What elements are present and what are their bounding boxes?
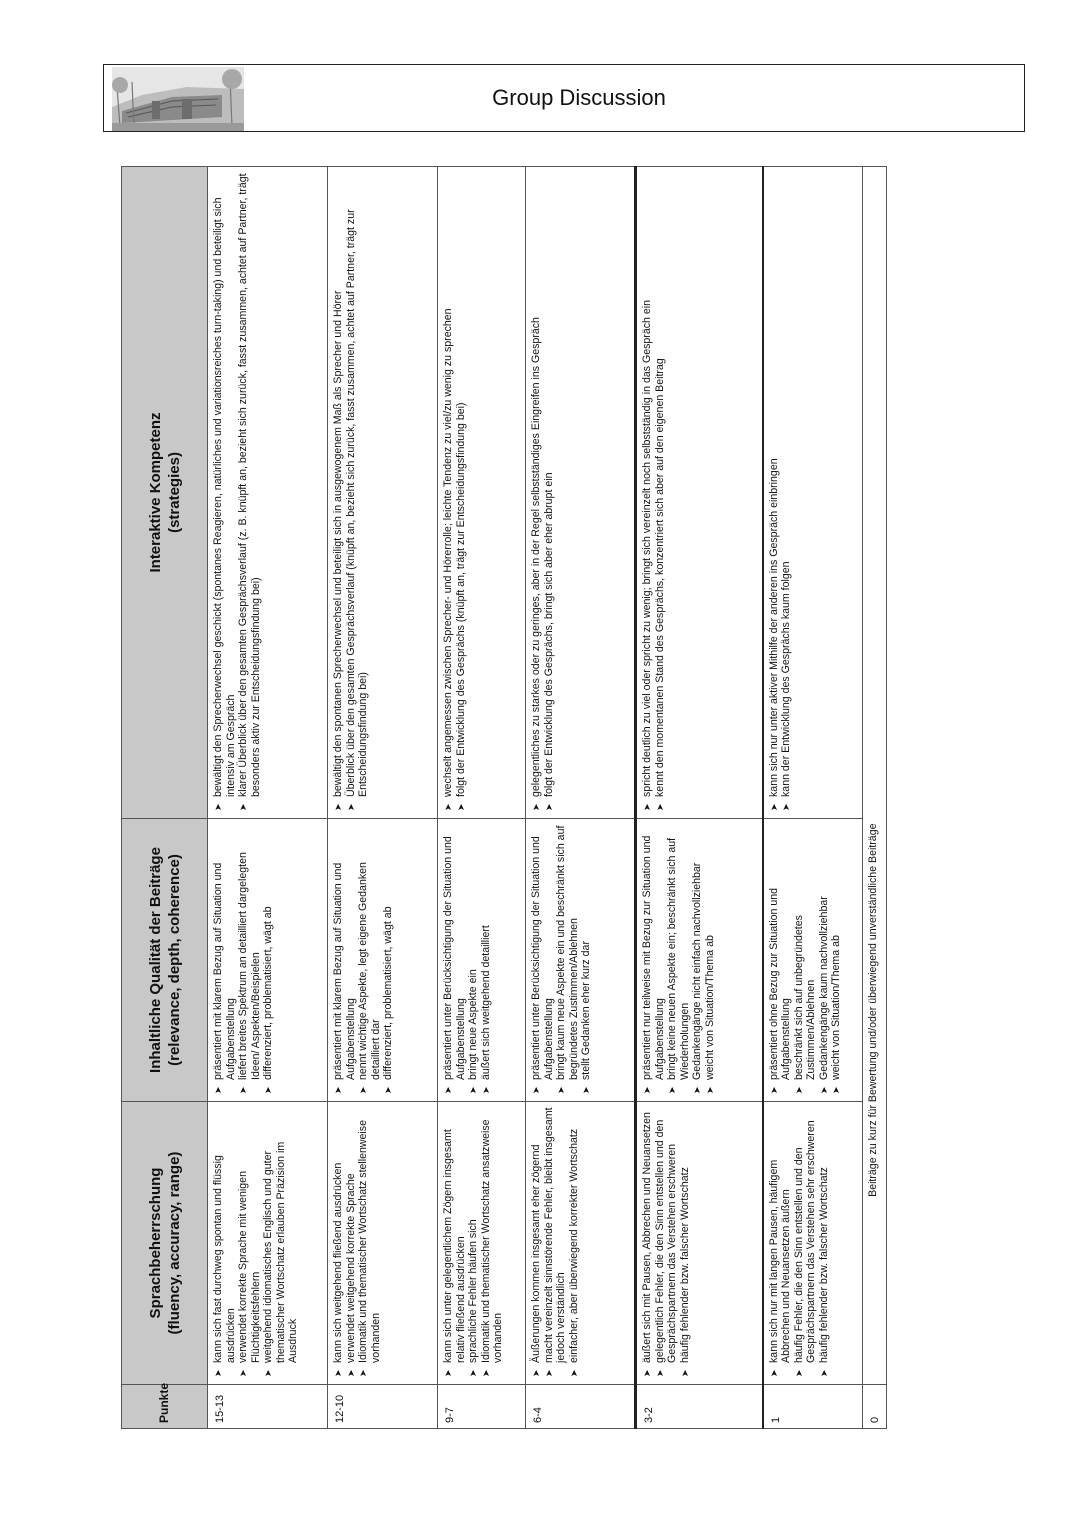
list-item: ➤ Äußerungen kommen insgesamt eher zögernd [530, 1107, 543, 1379]
list-item: ➤ differenziert, problematisiert, wägt ab [382, 824, 395, 1096]
language-cell [636, 1102, 763, 1385]
table-row [636, 166, 763, 1428]
list-item: ➤ differenziert, problematisiert, wägt ab [262, 824, 275, 1096]
header-row [122, 166, 208, 1428]
list-item: ➤ präsentiert mit klarem Bezug auf Situation und Aufgabenstellung [212, 824, 237, 1096]
row-points: 3-2 [636, 1385, 763, 1429]
language-cell [328, 1102, 438, 1385]
list-item: ➤ häufig Fehler, die den Sinn entstellen und den Gesprächspartnern das Verstehen sehr erschweren [793, 1107, 818, 1379]
interaction-cell [636, 166, 763, 818]
interaction-cell [526, 166, 636, 818]
list-item: ➤ einfacher, aber überwiegend korrekter Wortschatz [568, 1107, 581, 1379]
list-item: ➤ bringt neue Aspekte ein [467, 824, 480, 1096]
interaction-cell [438, 166, 526, 818]
content-cell [328, 819, 438, 1102]
list-item: ➤ weicht von Situation/Thema ab [830, 824, 843, 1096]
table-row [763, 166, 863, 1428]
points-header: Punkte [122, 1385, 208, 1429]
list-item: ➤ verwendet weitgehend korrekte Sprache [345, 1107, 358, 1379]
list-item: ➤ äußert sich weitgehend detailliert [480, 824, 493, 1096]
list-item: ➤ nennt wichtige Aspekte, legt eigene Gedanken detailliert dar [357, 824, 382, 1096]
language-header [122, 1102, 208, 1385]
language-cell [763, 1102, 863, 1385]
language-cell [208, 1102, 328, 1385]
list-item: ➤ Idiomatik und thematischer Wortschatz stellenweise vorhanden [357, 1107, 382, 1379]
table-row [208, 166, 328, 1428]
page-header [103, 64, 1025, 132]
content-cell [763, 819, 863, 1102]
language-cell [438, 1102, 526, 1385]
interaction-cell [763, 166, 863, 818]
table-row [328, 166, 438, 1428]
list-item: ➤ häufig fehlender bzw. falscher Wortschatz [818, 1107, 831, 1379]
list-item: ➤ bringt keine neuen Aspekte ein; beschränkt sich auf Wiederholungen [666, 824, 691, 1096]
list-item: ➤ kann sich nur mit langen Pausen, häufigem Abbrechen und Neuansetzen äußern [768, 1107, 793, 1379]
content-cell [526, 819, 636, 1102]
list-item: ➤ präsentiert unter Berücksichtigung der Situation und Aufgabenstellung [442, 824, 467, 1096]
list-item: ➤ spricht deutlich zu viel oder spricht zu wenig; bringt sich vereinzelt noch selbstständig in das Gespräch ein [641, 172, 654, 813]
row-points: 12-10 [328, 1385, 438, 1429]
list-item: ➤ Gedankengänge nicht einfach nachvollziehbar [691, 824, 704, 1096]
list-item: ➤ folgt der Entwicklung des Gesprächs (knüpft an, trägt zur Entscheidungsfindung bei) [455, 172, 468, 813]
list-item: ➤ häufig fehlender bzw. falscher Wortschatz [679, 1107, 692, 1379]
list-item: ➤ wechselt angemessen zwischen Sprecher- und Hörerrolle; leichte Tendenz zu viel/zu wenig zu sprechen [442, 172, 455, 813]
list-item: ➤ kann der Entwicklung des Gesprächs kaum folgen [780, 172, 793, 813]
table-row [526, 166, 636, 1428]
page-title: Group Discussion [492, 85, 666, 110]
row-points: 9-7 [438, 1385, 526, 1429]
list-item: ➤ kennt den momentanen Stand des Gesprächs, konzentriert sich aber auf den eigenen Beitrag [654, 172, 667, 813]
row-points: 15-13 [208, 1385, 328, 1429]
list-item: ➤ Gedankengänge kaum nachvollziehbar [818, 824, 831, 1096]
list-item: ➤ bringt kaum neue Aspekte ein und beschränkt sich auf begründetes Zustimmen/Ablehnen [555, 824, 580, 1096]
list-item: ➤ gelegentlich Fehler, die den Sinn entstellen und den Gesprächspartnern das Verstehen erschweren [654, 1107, 679, 1379]
list-item: ➤ liefert breites Spektrum an detailliert dargelegten Ideen/ Aspekten/Beispielen [237, 824, 262, 1096]
interaction-header-sub: (strategies) [165, 452, 183, 533]
interaction-cell [328, 166, 438, 818]
list-item: ➤ stellt Gedanken eher kurz dar [580, 824, 593, 1096]
row-points: 6-4 [526, 1385, 636, 1429]
content-header [122, 819, 208, 1102]
list-item: ➤ präsentiert unter Berücksichtigung der Situation und Aufgabenstellung [530, 824, 555, 1096]
rubric-table [121, 166, 887, 1429]
list-item: ➤ folgt der Entwicklung des Gesprächs, bringt sich aber eher abrupt ein [543, 172, 556, 813]
list-item: ➤ sprachliche Fehler häufen sich [467, 1107, 480, 1379]
content-cell [636, 819, 763, 1102]
zero-row-note: Beiträge zu kurz für Bewertung und/oder überwiegend unverständliche Beiträge [863, 819, 887, 1385]
content-cell [208, 819, 328, 1102]
list-item: ➤ äußert sich mit Pausen, Abbrechen und Neuansetzen [641, 1107, 654, 1379]
list-item: ➤ präsentiert nur teilweise mit Bezug zur Situation und Aufgabenstellung [641, 824, 666, 1096]
list-item: ➤ präsentiert mit klarem Bezug auf Situation und Aufgabenstellung [332, 824, 357, 1096]
list-item: ➤ macht vereinzelt sinnstörende Fehler, bleibt insgesamt jedoch verständlich [543, 1107, 568, 1379]
content-header-title: Inhaltliche Qualität der Beiträge [146, 847, 164, 1073]
interaction-header [122, 166, 208, 818]
zero-row-empty [863, 166, 887, 818]
list-item: ➤ beschränkt sich auf unbegründetes Zustimmen/Ablehnen [793, 824, 818, 1096]
list-item: ➤ weicht von Situation/Thema ab [704, 824, 717, 1096]
list-item: ➤ Idiomatik und thematischer Wortschatz ansatzweise vorhanden [480, 1107, 505, 1379]
rubric-container [121, 167, 886, 1429]
list-item: ➤ klarer Überblick über den gesamten Gesprächsverlauf (z. B. knüpft an, bezieht sich zurück, fasst zusammen, achtet auf Partner, trägt besonders aktiv zur Entscheidungsfindung bei) [237, 172, 262, 813]
list-item: ➤ verwendet korrekte Sprache mit wenigen Flüchtigkeitsfehlern [237, 1107, 262, 1379]
list-item: ➤ kann sich unter gelegentlichem Zögern insgesamt relativ fließend ausdrücken [442, 1107, 467, 1379]
list-item: ➤ kann sich nur unter aktiver Mithilfe der anderen ins Gespräch einbringen [768, 172, 781, 813]
table-row-zero [863, 166, 887, 1428]
interaction-cell [208, 166, 328, 818]
list-item: ➤ kann sich fast durchweg spontan und flüssig ausdrücken [212, 1107, 237, 1379]
language-header-sub: (fluency, accuracy, range) [165, 1151, 183, 1335]
row-points: 1 [763, 1385, 863, 1429]
list-item: ➤ bewältigt den Sprecherwechsel geschickt (spontanes Reagieren, natürliches und variationsreiches turn-taking) und beteiligt sich intensiv am Gespräch [212, 172, 237, 813]
content-header-sub: (relevance, depth, coherence) [165, 854, 183, 1066]
content-cell [438, 819, 526, 1102]
rubric-rotated [121, 167, 886, 1429]
interaction-header-title: Interaktive Kompetenz [146, 412, 164, 573]
list-item: ➤ bewältigt den spontanen Sprecherwechsel und beteiligt sich in ausgewogenem Maß als Sprecher und Hörer [332, 172, 345, 813]
list-item: ➤ kann sich weitgehend fließend ausdrücken [332, 1107, 345, 1379]
list-item: ➤ präsentiert ohne Bezug zur Situation und Aufgabenstellung [768, 824, 793, 1096]
list-item: ➤ gelegentliches zu starkes oder zu geringes, aber in der Regel selbstständiges Eingreifen ins Gespräch [530, 172, 543, 813]
table-row [438, 166, 526, 1428]
list-item: ➤ Überblick über den gesamten Gesprächsverlauf (knüpft an, bezieht sich zurück, fasst zusammen, achtet auf Partner, trägt zur Entscheidungsfindung bei) [345, 172, 370, 813]
list-item: ➤ weitgehend idiomatisches Englisch und guter thematischer Wortschatz erlauben Präzision im Ausdruck [262, 1107, 300, 1379]
language-header-title: Sprachbeherrschung [146, 1167, 164, 1319]
language-cell [526, 1102, 636, 1385]
row-points: 0 [863, 1385, 887, 1429]
